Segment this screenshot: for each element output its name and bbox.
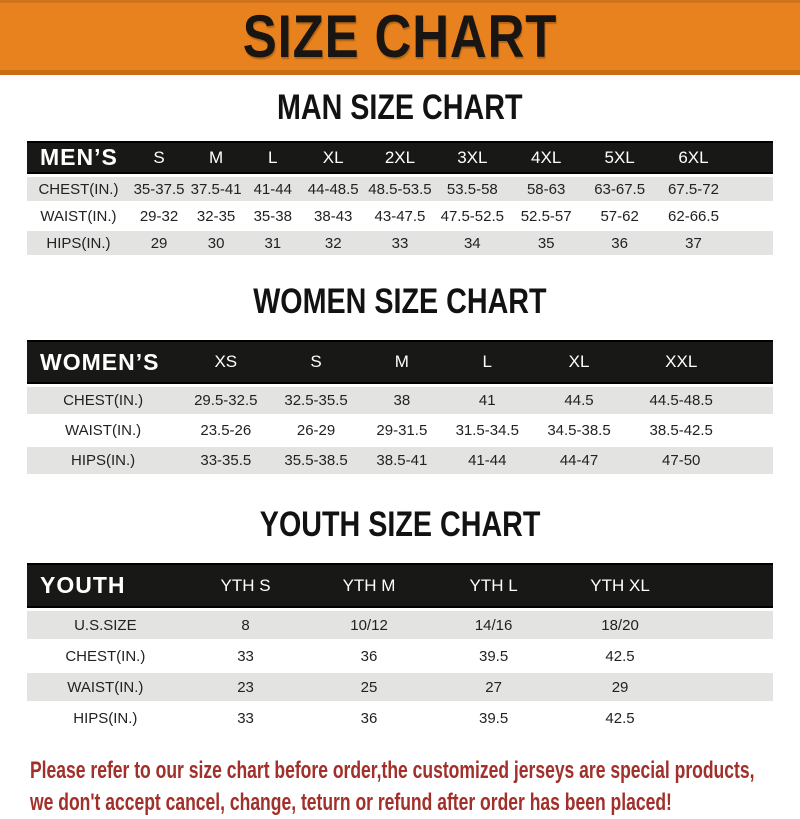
youth-header-label: YOUTH [27,563,184,608]
women-section-heading [0,284,800,319]
size-value: 29 [557,673,684,701]
measure-label: CHEST(IN.) [27,177,130,201]
youth-section-heading-text: YOUTH SIZE CHART [259,505,541,544]
size-value: 29-31.5 [360,417,444,444]
size-col-header: XXL [628,340,735,384]
size-value: 29-32 [130,204,188,228]
size-value: 37.5-41 [188,177,244,201]
size-value: 26-29 [272,417,359,444]
filler-cell [683,642,773,670]
size-value: 47.5-52.5 [435,204,510,228]
womens-header-label: WOMEN’S [27,340,179,384]
size-value: 39.5 [431,704,557,732]
women-section-heading-text: WOMEN SIZE CHART [253,282,547,321]
disclaimer-note [30,755,800,819]
measure-label: CHEST(IN.) [27,642,184,670]
mens-header-row [27,141,773,174]
size-value: 36 [307,642,430,670]
size-value: 8 [184,611,308,639]
size-col-header: YTH XL [557,563,684,608]
size-value: 32-35 [188,204,244,228]
table-row [27,231,773,255]
size-col-header: S [272,340,359,384]
size-value: 32.5-35.5 [272,387,359,414]
size-col-header: YTH L [431,563,557,608]
size-value: 62-66.5 [657,204,731,228]
disclaimer-line-2: we don't accept cancel, change, teturn or refund after order has been placed! [30,788,672,816]
size-value: 38-43 [302,204,365,228]
measure-label: HIPS(IN.) [27,447,179,474]
size-col-header: YTH M [307,563,430,608]
size-value: 44.5-48.5 [628,387,735,414]
table-row [27,704,773,732]
size-value: 29.5-32.5 [179,387,272,414]
size-value: 38.5-41 [360,447,444,474]
measure-label: HIPS(IN.) [27,231,130,255]
table-row [27,204,773,228]
table-row [27,447,773,474]
size-value: 44.5 [531,387,628,414]
size-value: 67.5-72 [657,177,731,201]
size-value: 33-35.5 [179,447,272,474]
man-section-heading-text: MAN SIZE CHART [277,88,523,127]
size-col-header: YTH S [184,563,308,608]
size-col-header: M [188,141,244,174]
filler-cell [730,177,773,201]
size-value: 42.5 [557,704,684,732]
size-value: 23.5-26 [179,417,272,444]
table-row [27,177,773,201]
measure-label: WAIST(IN.) [27,673,184,701]
size-value: 18/20 [557,611,684,639]
man-section-heading [0,90,800,125]
size-col-header: 6XL [657,141,731,174]
size-value: 44-47 [531,447,628,474]
size-value: 23 [184,673,308,701]
size-col-header: 2XL [365,141,435,174]
size-value: 38.5-42.5 [628,417,735,444]
table-row [27,387,773,414]
size-value: 63-67.5 [583,177,657,201]
filler-cell [683,563,773,608]
women-size-section [0,284,800,477]
size-value: 48.5-53.5 [365,177,435,201]
filler-cell [683,704,773,732]
size-value: 32 [302,231,365,255]
filler-cell [730,204,773,228]
filler-cell [735,417,773,444]
table-row [27,417,773,444]
size-value: 42.5 [557,642,684,670]
size-value: 33 [365,231,435,255]
youth-section-heading [0,507,800,542]
size-col-header: XL [302,141,365,174]
womens-header-row [27,340,773,384]
size-col-header: XL [531,340,628,384]
size-col-header: S [130,141,188,174]
filler-cell [730,141,773,174]
size-value: 35-38 [244,204,301,228]
size-value: 14/16 [431,611,557,639]
measure-label: CHEST(IN.) [27,387,179,414]
size-value: 35.5-38.5 [272,447,359,474]
size-value: 36 [583,231,657,255]
size-value: 57-62 [583,204,657,228]
size-col-header: XS [179,340,272,384]
filler-cell [735,340,773,384]
size-chart-banner [0,0,800,75]
size-value: 33 [184,704,308,732]
filler-cell [683,611,773,639]
man-size-section [0,90,800,258]
measure-label: WAIST(IN.) [27,204,130,228]
womens-size-table [27,337,773,477]
size-value: 31 [244,231,301,255]
size-col-header: L [444,340,531,384]
filler-cell [730,231,773,255]
size-value: 35 [510,231,583,255]
size-col-header: M [360,340,444,384]
table-row [27,673,773,701]
filler-cell [735,387,773,414]
youth-size-section [0,507,800,735]
table-row [27,611,773,639]
size-value: 39.5 [431,642,557,670]
mens-size-table [27,138,773,258]
measure-label: U.S.SIZE [27,611,184,639]
table-row [27,642,773,670]
size-value: 41 [444,387,531,414]
size-col-header: 3XL [435,141,510,174]
youth-size-table [27,560,773,735]
size-value: 31.5-34.5 [444,417,531,444]
size-value: 38 [360,387,444,414]
mens-header-label: MEN’S [27,141,130,174]
size-value: 44-48.5 [302,177,365,201]
size-value: 10/12 [307,611,430,639]
size-col-header: L [244,141,301,174]
size-value: 35-37.5 [130,177,188,201]
size-value: 52.5-57 [510,204,583,228]
filler-cell [683,673,773,701]
banner-title: SIZE CHART [242,2,558,70]
size-value: 34 [435,231,510,255]
size-value: 36 [307,704,430,732]
size-value: 25 [307,673,430,701]
size-value: 27 [431,673,557,701]
measure-label: HIPS(IN.) [27,704,184,732]
measure-label: WAIST(IN.) [27,417,179,444]
size-value: 41-44 [244,177,301,201]
size-value: 29 [130,231,188,255]
size-value: 37 [657,231,731,255]
youth-header-row [27,563,773,608]
size-col-header: 5XL [583,141,657,174]
size-value: 53.5-58 [435,177,510,201]
size-value: 33 [184,642,308,670]
size-value: 30 [188,231,244,255]
size-col-header: 4XL [510,141,583,174]
filler-cell [735,447,773,474]
size-value: 41-44 [444,447,531,474]
size-value: 34.5-38.5 [531,417,628,444]
size-value: 47-50 [628,447,735,474]
size-value: 58-63 [510,177,583,201]
disclaimer-line-1: Please refer to our size chart before order,the customized jerseys are special products, [30,757,755,784]
size-value: 43-47.5 [365,204,435,228]
